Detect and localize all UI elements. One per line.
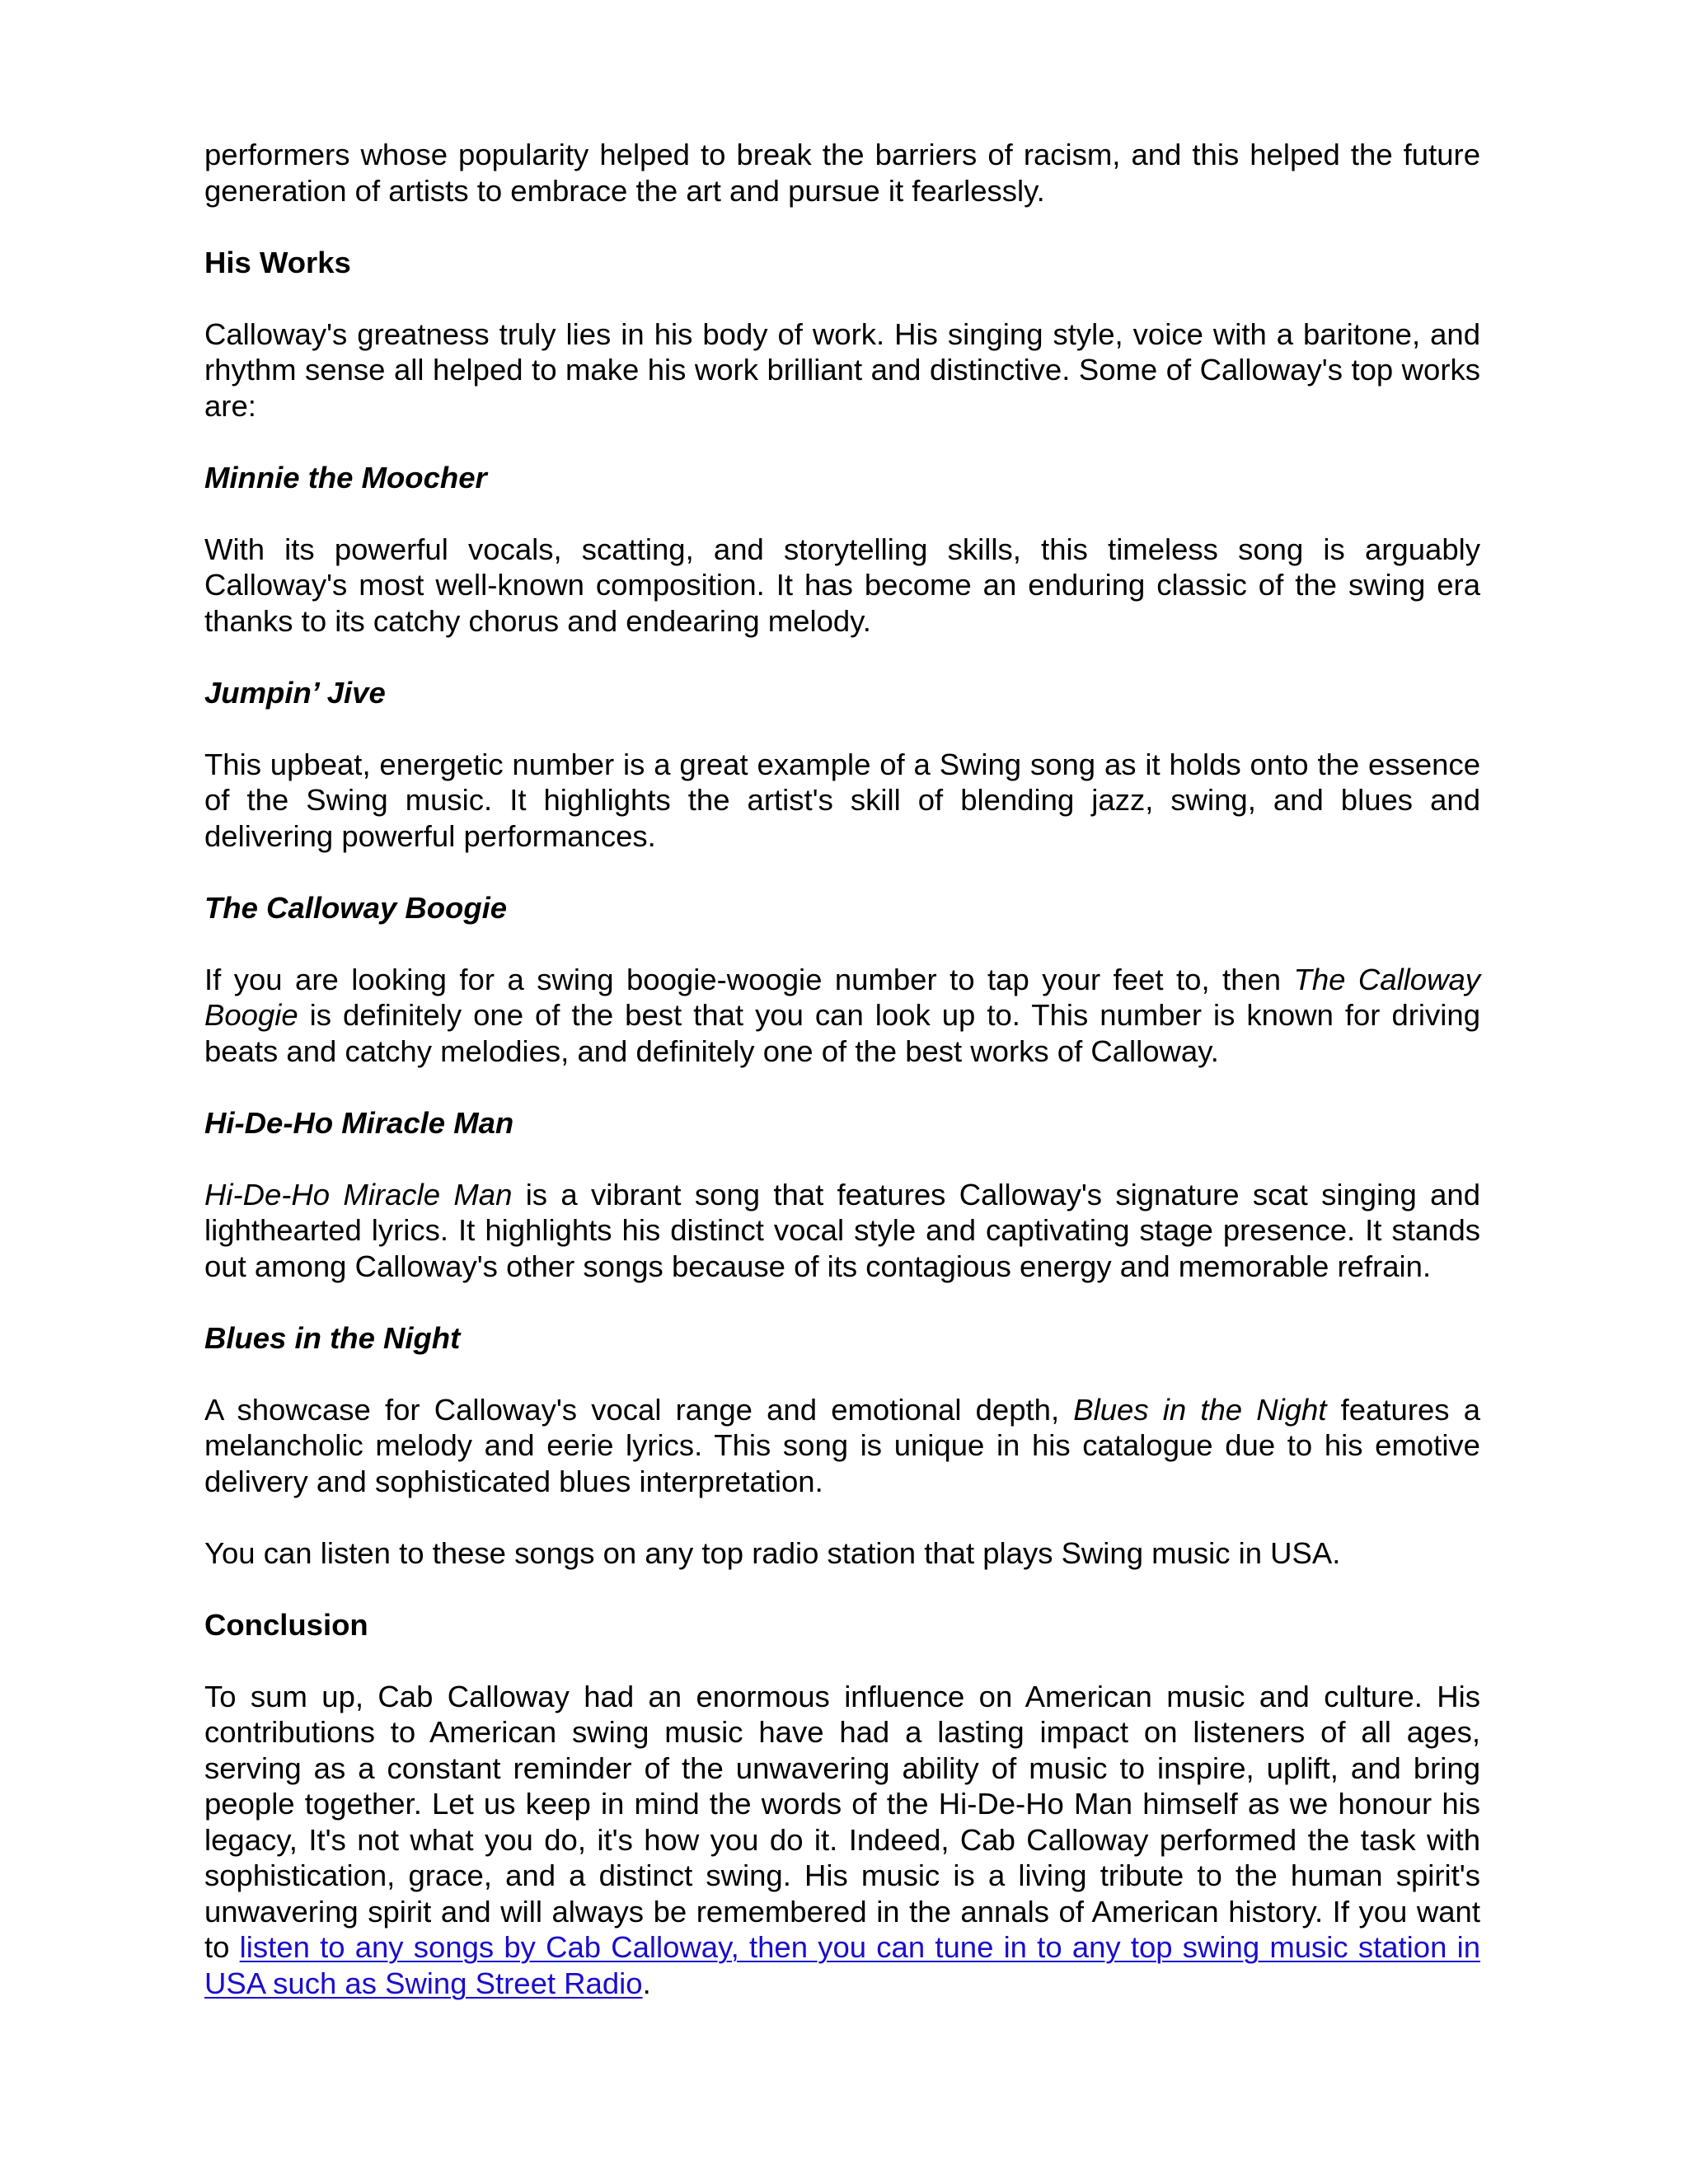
song-description-calloway-boogie (204, 962, 1480, 1070)
song-title-inline: Hi-De-Ho Miracle Man (204, 1177, 513, 1212)
conclusion-end-punctuation: . (642, 1966, 651, 2000)
song-title-jumpin-jive: Jumpin’ Jive (204, 675, 386, 710)
swing-street-radio-link[interactable]: listen to any songs by Cab Calloway, then you can tune in to any top swing music station in USA such as Swing Street Radio (204, 1930, 1480, 2000)
intro-paragraph: performers whose popularity helped to break the barriers of racism, and this helped the future generation of artists to embrace the art and pursue it fearlessly. (204, 138, 1480, 208)
conclusion-heading: Conclusion (204, 1607, 368, 1642)
song-description-text: If you are looking for a swing boogie-woogie number to tap your feet to, then (204, 962, 1294, 996)
song-description-minnie-the-moocher: With its powerful vocals, scatting, and storytelling skills, this timeless song is arguably Calloway's most well-known composition. It has become an enduring classic of the swing era thanks to its catchy chorus and endearing melody. (204, 532, 1480, 638)
conclusion-text: To sum up, Cab Calloway had an enormous influence on American music and culture. His contributions to American swing music have had a lasting impact on listeners of all ages, serving as a constant reminder of the unwavering ability of music to inspire, uplift, and bring people together. Let us keep in mind the words of the Hi-De-Ho Man himself as we honour his legacy, It's not what you do, it's how you do it. Indeed, Cab Calloway performed the task with sophistication, grace, and a distinct swing. His music is a living tribute to the human spirit's unwavering spirit and will always be remembered in the annals of American history. If you want to (204, 1679, 1480, 1964)
song-description-text: is a vibrant song that features Calloway's signature scat singing and lighthearted lyrics. It highlights his distinct vocal style and captivating stage presence. It stands out among Calloway's other songs because of its contagious energy and memorable refrain. (204, 1177, 1480, 1283)
song-description-text: A showcase for Calloway's vocal range and emotional depth, (204, 1392, 1074, 1427)
song-title-inline: The Calloway Boogie (204, 962, 1481, 1032)
song-title-hi-de-ho-miracle-man: Hi-De-Ho Miracle Man (204, 1105, 514, 1140)
song-description-text: features a melancholic melody and eerie lyrics. This song is unique in his catalogue due to his emotive delivery and sophisticated blues interpretation. (204, 1392, 1480, 1498)
song-description-text: is definitely one of the best that you can look up to. This number is known for driving beats and catchy melodies, and definitely one of the best works of Calloway. (204, 998, 1480, 1068)
song-title-minnie-the-moocher: Minnie the Moocher (204, 460, 487, 494)
listen-note-paragraph: You can listen to these songs on any top radio station that plays Swing music in USA. (204, 1535, 1341, 1570)
conclusion-paragraph (204, 1679, 1480, 2002)
works-heading: His Works (204, 245, 351, 279)
works-intro-paragraph: Calloway's greatness truly lies in his body of work. His singing style, voice with a baritone, and rhythm sense all helped to make his work brilliant and distinctive. Some of Calloway's top works are: (204, 316, 1480, 423)
song-description-jumpin-jive: This upbeat, energetic number is a great example of a Swing song as it holds onto the essence of the Swing music. It highlights the artist's skill of blending jazz, swing, and blues and delivering powerful performances. (204, 747, 1480, 853)
document-page (204, 137, 1480, 2001)
song-description-blues-in-the-night (204, 1392, 1480, 1500)
song-title-inline: Blues in the Night (1073, 1392, 1327, 1427)
song-title-blues-in-the-night: Blues in the Night (204, 1320, 461, 1355)
song-description-hi-de-ho-miracle-man (204, 1177, 1480, 1285)
song-title-calloway-boogie: The Calloway Boogie (204, 890, 508, 925)
